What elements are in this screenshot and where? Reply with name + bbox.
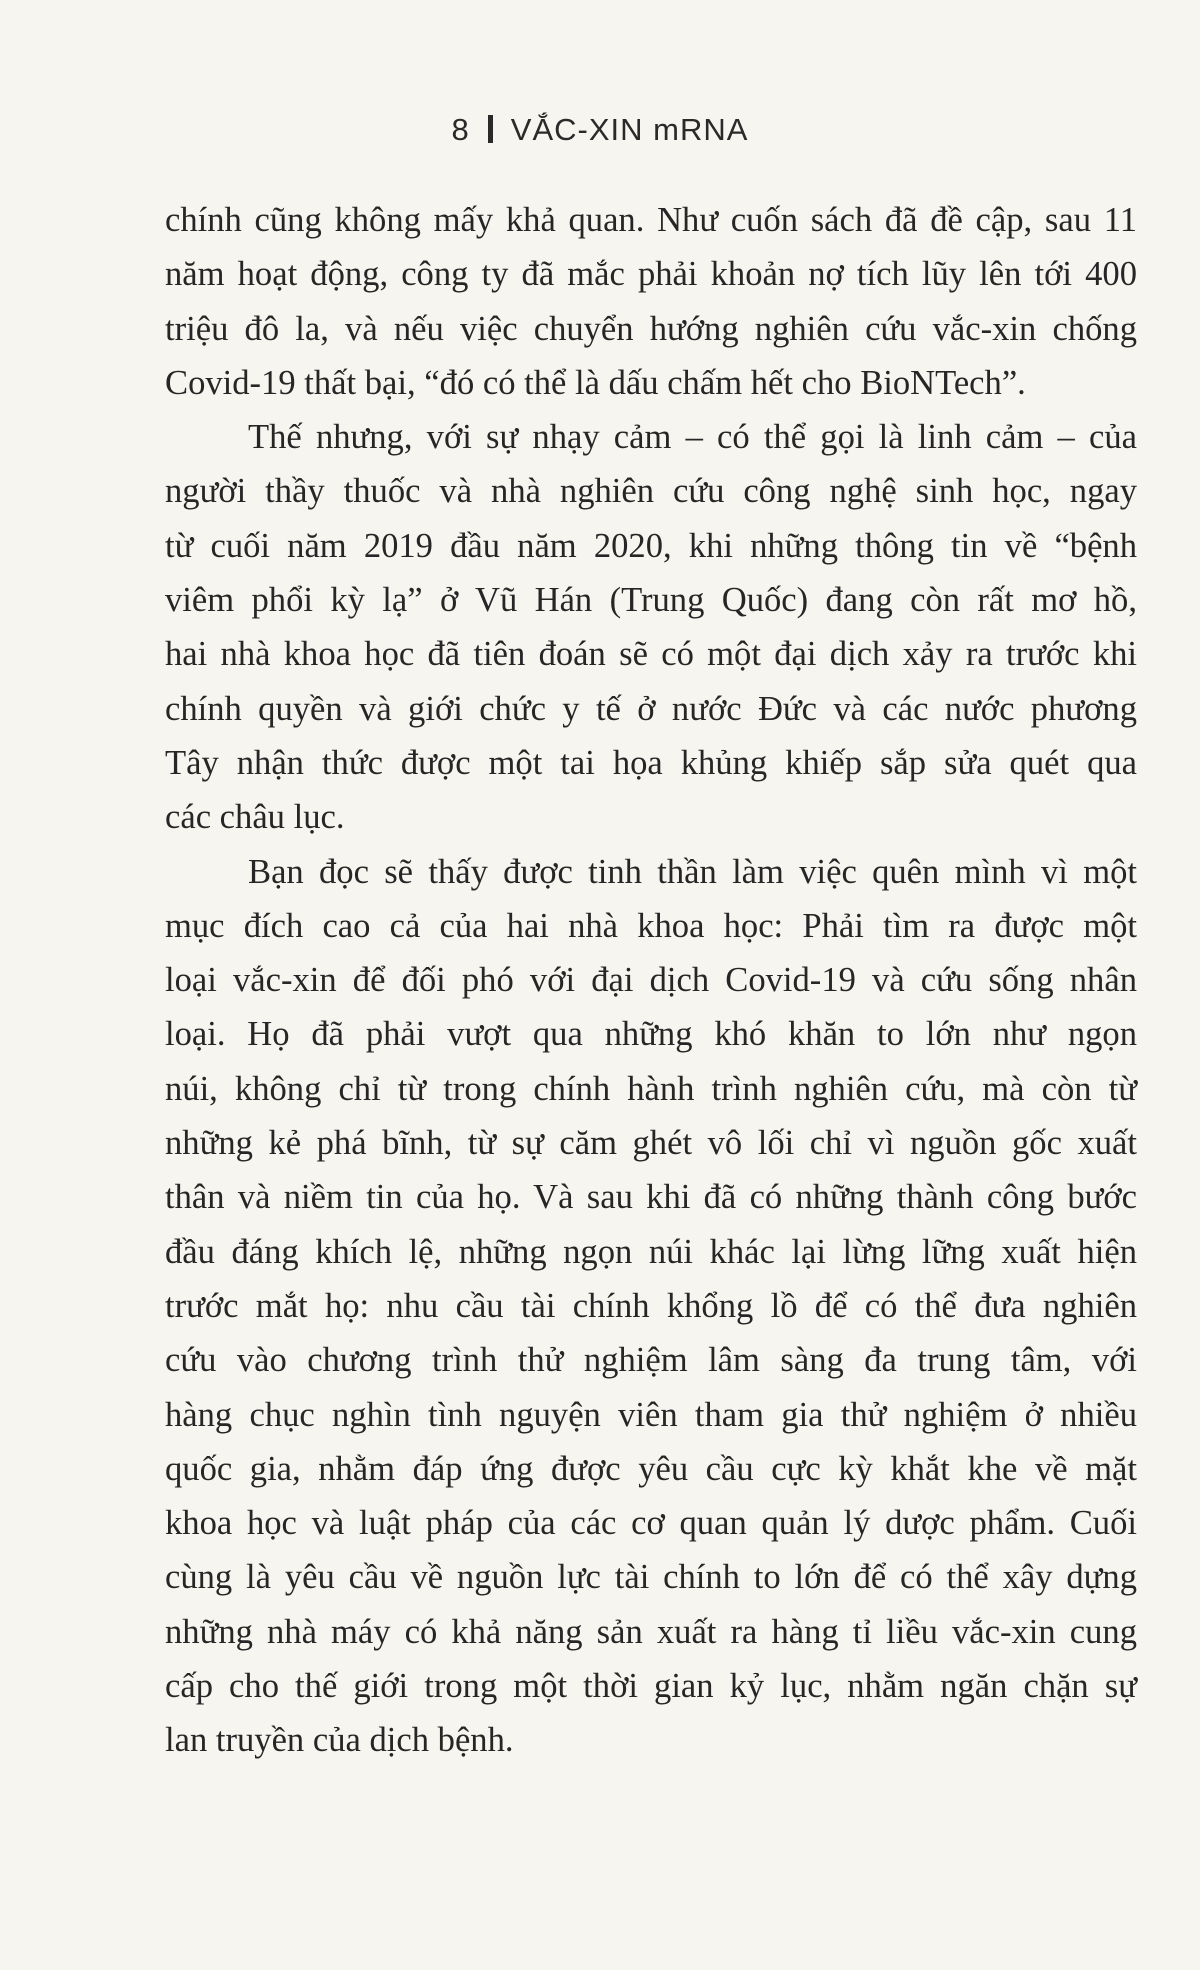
book-title: VẮC-XIN mRNA bbox=[510, 112, 749, 147]
text-line: Bạn đọc sẽ thấy được tinh thần làm việc quên mình vì một bbox=[248, 852, 1137, 891]
page-number: 8 bbox=[451, 112, 470, 147]
text-line: các châu lục. bbox=[165, 798, 345, 837]
text-line: Thế nhưng, với sự nhạy cảm – có thể gọi là linh cảm – của bbox=[248, 418, 1137, 457]
text-line: trước mắt họ: nhu cầu tài chính khổng lồ để có thể đưa nghiên bbox=[165, 1286, 1137, 1325]
text-line: quốc gia, nhằm đáp ứng được yêu cầu cực kỳ khắt khe về mặt bbox=[165, 1449, 1137, 1488]
text-line: Tây nhận thức được một tai họa khủng khiếp sắp sửa quét qua bbox=[165, 743, 1137, 782]
text-line: thân và niềm tin của họ. Và sau khi đã có những thành công bước bbox=[165, 1178, 1137, 1217]
text-line: chính quyền và giới chức y tế ở nước Đức và các nước phương bbox=[165, 689, 1137, 728]
paragraph-2 bbox=[165, 410, 1137, 844]
text-line: năm hoạt động, công ty đã mắc phải khoản nợ tích lũy lên tới 400 bbox=[165, 255, 1137, 294]
text-line: chính cũng không mấy khả quan. Như cuốn sách đã đề cập, sau 11 bbox=[165, 201, 1137, 239]
text-line: núi, không chỉ từ trong chính hành trình nghiên cứu, mà còn từ bbox=[165, 1069, 1137, 1108]
text-line: cứu vào chương trình thử nghiệm lâm sàng đa trung tâm, với bbox=[165, 1341, 1137, 1380]
text-line: cùng là yêu cầu về nguồn lực tài chính to lớn để có thể xây dựng bbox=[165, 1558, 1137, 1597]
text-line: Covid-19 thất bại, “đó có thể là dấu chấm hết cho BioNTech”. bbox=[165, 363, 1026, 402]
paragraph-3 bbox=[165, 845, 1137, 1768]
text-line: những kẻ phá bĩnh, từ sự căm ghét vô lối chỉ vì nguồn gốc xuất bbox=[165, 1124, 1137, 1163]
paragraph-1 bbox=[165, 193, 1137, 410]
text-line: viêm phổi kỳ lạ” ở Vũ Hán (Trung Quốc) đang còn rất mơ hồ, bbox=[165, 581, 1137, 620]
header-separator bbox=[488, 115, 493, 143]
text-line: loại vắc-xin để đối phó với đại dịch Covid-19 và cứu sống nhân bbox=[165, 961, 1137, 1000]
text-line: hai nhà khoa học đã tiên đoán sẽ có một đại dịch xảy ra trước khi bbox=[165, 635, 1137, 674]
text-line: triệu đô la, và nếu việc chuyển hướng nghiên cứu vắc-xin chống bbox=[165, 309, 1137, 348]
running-head bbox=[0, 112, 1200, 148]
text-line: những nhà máy có khả năng sản xuất ra hàng tỉ liều vắc-xin cung bbox=[165, 1612, 1137, 1651]
text-line: mục đích cao cả của hai nhà khoa học: Phải tìm ra được một bbox=[165, 906, 1137, 945]
text-line: người thầy thuốc và nhà nghiên cứu công nghệ sinh học, ngay bbox=[165, 472, 1137, 511]
body-text bbox=[165, 193, 1137, 1768]
text-line: từ cuối năm 2019 đầu năm 2020, khi những thông tin về “bệnh bbox=[165, 526, 1137, 565]
text-line: hàng chục nghìn tình nguyện viên tham gia thử nghiệm ở nhiều bbox=[165, 1395, 1137, 1434]
text-line: cấp cho thế giới trong một thời gian kỷ lục, nhằm ngăn chặn sự bbox=[165, 1667, 1137, 1706]
text-line: lan truyền của dịch bệnh. bbox=[165, 1721, 514, 1760]
text-line: loại. Họ đã phải vượt qua những khó khăn to lớn như ngọn bbox=[165, 1015, 1137, 1054]
text-line: đầu đáng khích lệ, những ngọn núi khác lại lừng lững xuất hiện bbox=[165, 1232, 1137, 1271]
text-line: khoa học và luật pháp của các cơ quan quản lý dược phẩm. Cuối bbox=[165, 1504, 1137, 1543]
